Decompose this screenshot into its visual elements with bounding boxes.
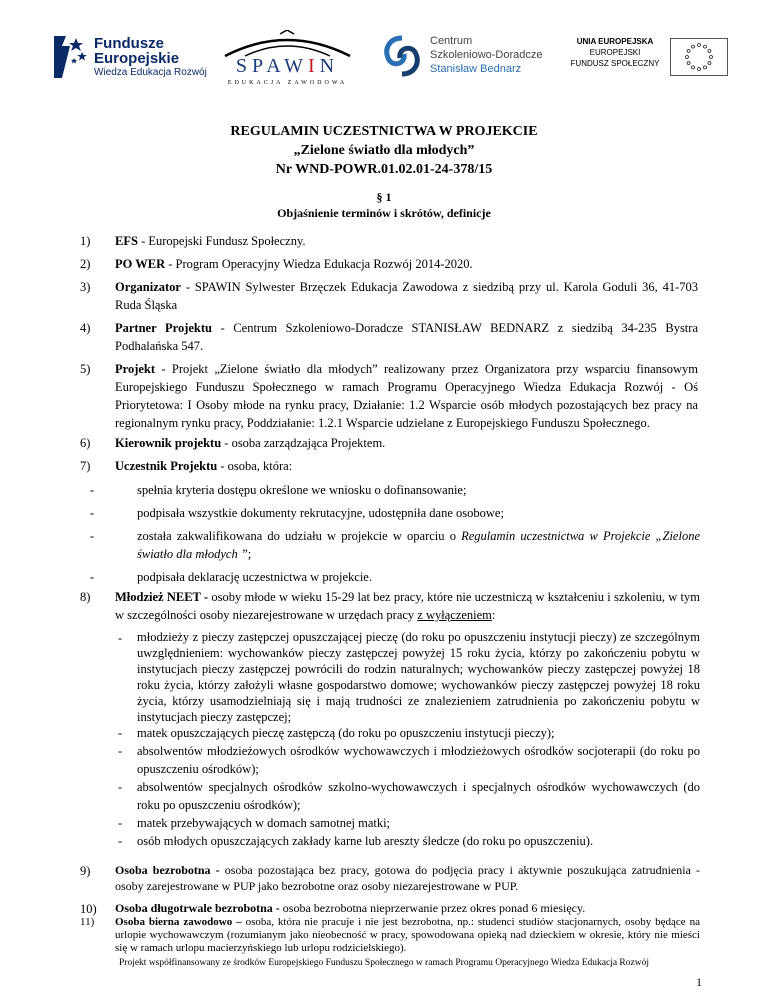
centrum-swirl-icon [380, 34, 424, 78]
spawin-wordmark: SPAWIN [235, 55, 340, 77]
definition-neet: Młodzież NEET - osoby młode w wieku 15-29 lat bez pracy, które nie uczestniczą w kształceniu i szkoleniu, w tym w szczególności osoby niezarejestrowane w urzędach pracy z wyłączeniem: [115, 590, 700, 622]
list-item: matek opuszczających pieczę zastępczą (do roku po opuszczeniu instytucji pieczy); [137, 726, 555, 740]
project-name: „Zielone światło dla młodych” [293, 143, 475, 158]
project-number: Nr WND-POWR.01.02.01-24-378/15 [275, 162, 493, 177]
dash-bullet: - [90, 529, 95, 543]
fe-line-2: Europejskie [94, 50, 180, 67]
fe-stars-icon [52, 32, 90, 82]
list-item: spełnia kryteria dostępu określone we wniosku o dofinansowanie; [137, 483, 467, 497]
definition-projekt: Projekt - Projekt „Zielone światło dla młodych” realizowany przez Organizatora przy wsparciu finansowym Europejskiego Funduszu Społecznego w ramach Programu Operacyjnego Wiedza Edukacja Rozwój - Oś Priorytetowa: I Osoby młode na rynku pracy, Działanie: 1.2 Wsparcie osób młodych pozostających bez pracy na regionalnym rynku pracy, Poddziałanie: 1.2.1 Wsparcie udzielane z Europejskiego Funduszu Społecznego. [115, 362, 698, 430]
section-mark: § 1 [376, 190, 392, 204]
list-item: młodzieży z pieczy zastępczej opuszczającej pieczę (do roku po opuszczeniu instytucji pieczy) ze szczególnym uwzględnieniem: wychowanków pieczy zastępczej powyżej 15 roku życia, którzy po zakończeniu pobytu w instytucjach pieczy zastępczej powrócili do rodzin naturalnych; wychowanków pieczy zastępczej powyżej 18 roku życia, którzy założyli własne gospodarstwo domowe; wychowanków pieczy zastępczej powyżej 18 roku życia, którzy usamodzielniają się i mają trudności ze znalezieniem zatrudnienia po zakończeniu pobytu w instytucjach pieczy zastępczej; [137, 630, 700, 724]
centrum-line-3: Stanisław Bednarz [430, 63, 522, 75]
item-number: 10) [80, 902, 97, 916]
centrum-line-1: Centrum [430, 35, 473, 47]
definition-bezrobotna: Osoba bezrobotna - osoba pozostająca bez pracy, gotowa do podjęcia pracy i aktywnie poszukująca zatrudnienia - osoby zarejestrowane w PUP jako bezrobotne oraz osoby niezarejestrowane w PUP. [115, 863, 700, 893]
item-number: 1) [80, 234, 91, 248]
dash-bullet: - [118, 631, 123, 645]
spawin-subtitle: EDUKACJA ZAWODOWA [227, 80, 348, 86]
item-number: 7) [80, 459, 91, 473]
dash-bullet: - [118, 726, 123, 740]
item-number: 9) [80, 864, 91, 878]
dash-bullet: - [118, 744, 123, 758]
dash-bullet: - [90, 506, 95, 520]
definition-bierna: Osoba bierna zawodowo – osoba, która nie pracuje i nie jest bezrobotna, np.: studenci studiów stacjonarnych, osoby będące na urlopie wychowawczym (rozumianym jako nieobecność w pracy, spowodowana opieką nad dzieckiem w okresie, który nie mieści się w ramach urlopu macierzyńskiego lub urlopu rodzicielskiego). [115, 916, 700, 954]
list-item: absolwentów specjalnych ośrodków szkolno-wychowawczych i specjalnych ośrodków wychowawczych (do roku po opuszczeniu ośrodków); [137, 780, 700, 812]
definition-kierownik: Kierownik projektu - osoba zarządzająca Projektem. [115, 436, 386, 450]
dash-bullet: - [90, 570, 95, 584]
item-number: 6) [80, 436, 91, 450]
page-number: 1 [696, 975, 702, 989]
item-number: 3) [80, 280, 91, 294]
ue-line-1: UNIA EUROPEJSKA [576, 37, 654, 46]
eu-flag-icon [670, 38, 728, 76]
dash-bullet: - [90, 483, 95, 497]
dash-bullet: - [118, 834, 123, 848]
list-item: osób młodych opuszczających zakłady karne lub areszty śledcze (do roku po opuszczeniu). [137, 834, 594, 848]
fe-line-3: Wiedza Edukacja Rozwój [94, 67, 207, 78]
list-item: podpisała deklarację uczestnictwa w projekcie. [137, 570, 372, 584]
ue-line-3: FUNDUSZ SPOŁECZNY [570, 59, 660, 68]
item-number: 5) [80, 362, 91, 376]
fundusze-europejskie-logo [52, 32, 207, 87]
ue-line-2: EUROPEJSKI [589, 48, 641, 57]
definition-organizator: Organizator - SPAWIN Sylwester Brzęczek Edukacja Zawodowa z siedzibą przy ul. Karola Goduli 36, 41-703 Ruda Śląska [115, 280, 698, 312]
item-number: 11) [80, 916, 95, 928]
logo-bar [0, 30, 768, 100]
definition-efs: EFS - Europejski Fundusz Społeczny. [115, 234, 306, 248]
item-number: 8) [80, 590, 91, 604]
item-number: 4) [80, 321, 91, 335]
section-heading: Objaśnienie terminów i skrótów, definicje [277, 206, 491, 220]
definition-dlugotrwale: Osoba długotrwale bezrobotna - osoba bezrobotna nieprzerwanie przez okres ponad 6 miesięcy. [115, 901, 586, 915]
dash-bullet: - [118, 816, 123, 830]
item-number: 2) [80, 257, 91, 271]
list-item: podpisała wszystkie dokumenty rekrutacyjne, udostępniła dane osobowe; [137, 506, 504, 520]
definition-uczestnik: Uczestnik Projektu - osoba, która: [115, 459, 293, 473]
dash-bullet: - [118, 780, 123, 794]
centrum-line-2: Szkoleniowo-Doradcze [430, 49, 543, 61]
definition-partner: Partner Projektu - Centrum Szkoleniowo-Doradcze STANISŁAW BEDNARZ z siedzibą 34-235 Bystra Podhalańska 547. [115, 321, 698, 353]
fe-line-1: Fundusze [94, 35, 164, 52]
list-item: została zakwalifikowana do udziału w projekcie w oparciu o Regulamin uczestnictwa w Projekcie „Zielone światło dla młodych ”; [137, 529, 700, 561]
spawin-arch-icon [220, 30, 355, 58]
list-item: absolwentów młodzieżowych ośrodków wychowawczych i młodzieżowych ośrodków socjoterapii (do roku po opuszczeniu ośrodków); [137, 744, 700, 776]
list-item: matek przebywających w domach samotnej matki; [137, 816, 391, 830]
definition-powerr: PO WER - Program Operacyjny Wiedza Edukacja Rozwój 2014-2020. [115, 257, 473, 271]
document-title: REGULAMIN UCZESTNICTWA W PROJEKCIE [230, 124, 538, 139]
centrum-logo [380, 34, 543, 83]
footer-note: Projekt współfinansowany ze środków Europejskiego Funduszu Społecznego w ramach Programu Operacyjnego Wiedza Edukacja Rozwój [119, 958, 649, 968]
